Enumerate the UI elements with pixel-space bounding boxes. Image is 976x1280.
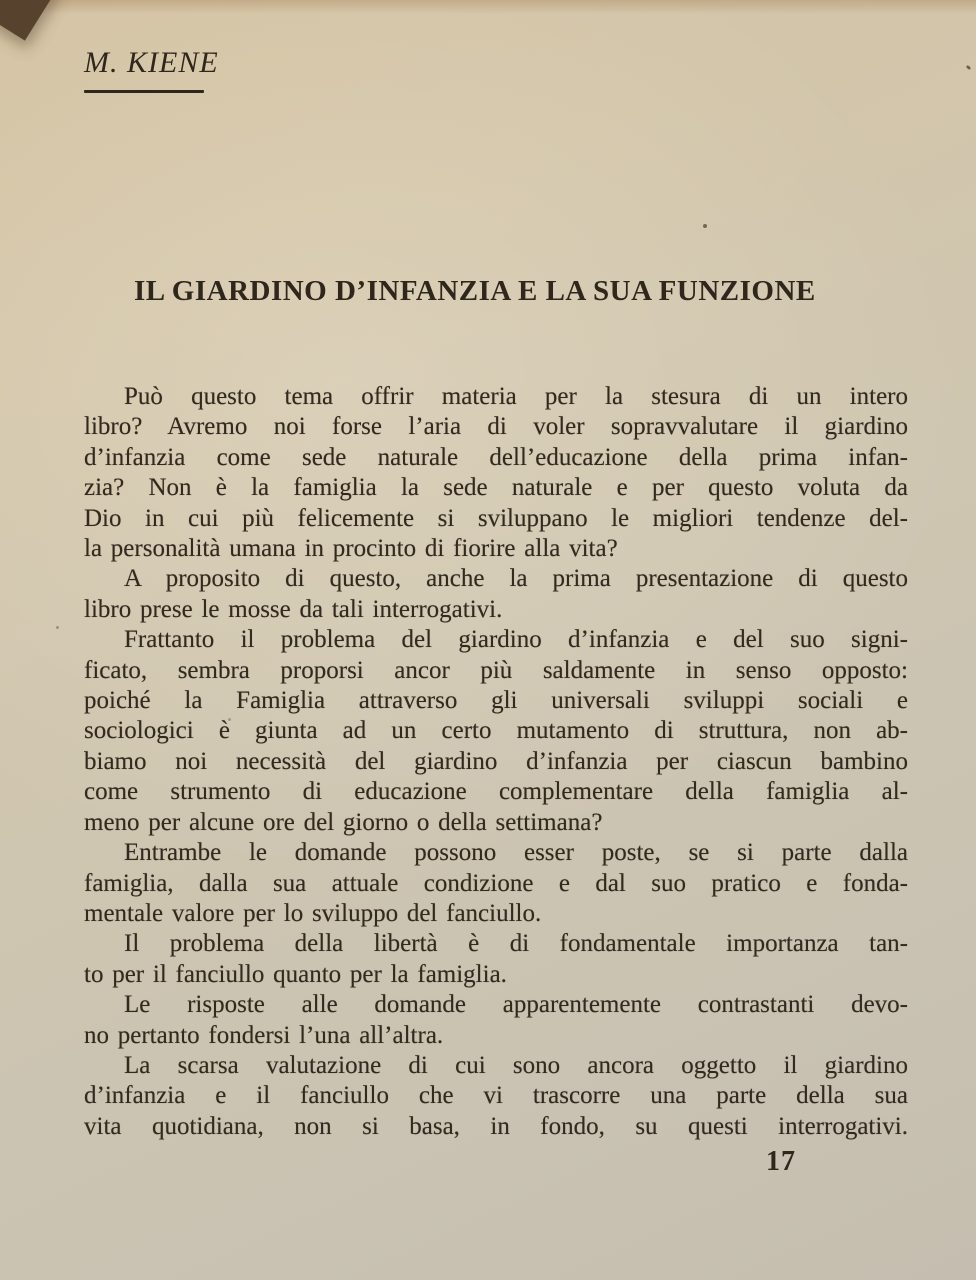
paragraph — [84, 1051, 908, 1142]
paper-speck — [56, 626, 59, 629]
paper-speck — [703, 224, 707, 228]
paragraph — [84, 990, 908, 1051]
text-line: no pertanto fondersi l’una all’altra. — [84, 1021, 444, 1049]
text-line: Frattanto il problema del giardino d’infanzia e del suo signi- — [124, 626, 908, 654]
text-line: meno per alcune ore del giorno o della settimana? — [84, 808, 603, 836]
photo-top-edge-shading — [0, 0, 976, 14]
text-line: libro prese le mosse da tali interrogativi. — [84, 595, 503, 623]
author-header: M. KIENE — [84, 46, 219, 79]
text-line: biamo noi necessità del giardino d’infanzia per ciascun bambino — [84, 747, 908, 775]
photo-corner-shadow — [0, 0, 52, 41]
text-line: Entrambe le domande possono esser poste, se si parte dalla — [124, 839, 908, 867]
text-line: to per il fanciullo quanto per la famiglia. — [84, 960, 507, 988]
paper-speck — [966, 65, 972, 71]
text-line: poiché la Famiglia attraverso gli universali sviluppi sociali e — [84, 687, 908, 715]
text-line: sociologici è giunta ad un certo mutamento di struttura, non ab- — [84, 717, 908, 745]
text-line: Le risposte alle domande apparentemente contrastanti devo- — [124, 991, 908, 1019]
text-line: A proposito di questo, anche la prima presentazione di questo — [124, 565, 908, 593]
text-line: la personalità umana in procinto di fiorire alla vita? — [84, 535, 618, 563]
text-line: d’infanzia come sede naturale dell’educazione della prima infan- — [84, 443, 908, 471]
text-line: come strumento di educazione complementare della famiglia al- — [84, 778, 908, 806]
text-line: vita quotidiana, non si basa, in fondo, su questi interrogativi. — [84, 1112, 908, 1140]
paragraph — [84, 929, 908, 990]
text-line: Può questo tema offrir materia per la stesura di un intero — [124, 383, 908, 410]
text-line: La scarsa valutazione di cui sono ancora oggetto il giardino — [124, 1051, 908, 1079]
text-line: Il problema della libertà è di fondamentale importanza tan- — [124, 930, 908, 958]
body-text — [84, 382, 908, 1142]
paragraph — [84, 838, 908, 929]
text-line: Dio in cui più felicemente si sviluppano le migliori tendenze del- — [84, 504, 908, 532]
paragraph — [84, 382, 908, 564]
text-line: mentale valore per lo sviluppo del fanciullo. — [84, 899, 542, 927]
text-line: d’infanzia e il fanciullo che vi trascorre una parte della sua — [84, 1082, 908, 1110]
author-underline — [84, 90, 204, 93]
chapter-title: IL GIARDINO D’INFANZIA E LA SUA FUNZIONE — [134, 275, 816, 307]
text-line: famiglia, dalla sua attuale condizione e dal suo pratico e fonda- — [84, 869, 908, 897]
text-line: ficato, sembra proporsi ancor più saldamente in senso opposto: — [84, 656, 908, 684]
paragraph — [84, 564, 908, 625]
text-line: zia? Non è la famiglia la sede naturale e per questo voluta da — [84, 474, 908, 502]
paragraph — [84, 625, 908, 838]
text-line: libro? Avremo noi forse l’aria di voler sopravvalutare il giardino — [84, 413, 908, 441]
page-number: 17 — [766, 1146, 796, 1177]
